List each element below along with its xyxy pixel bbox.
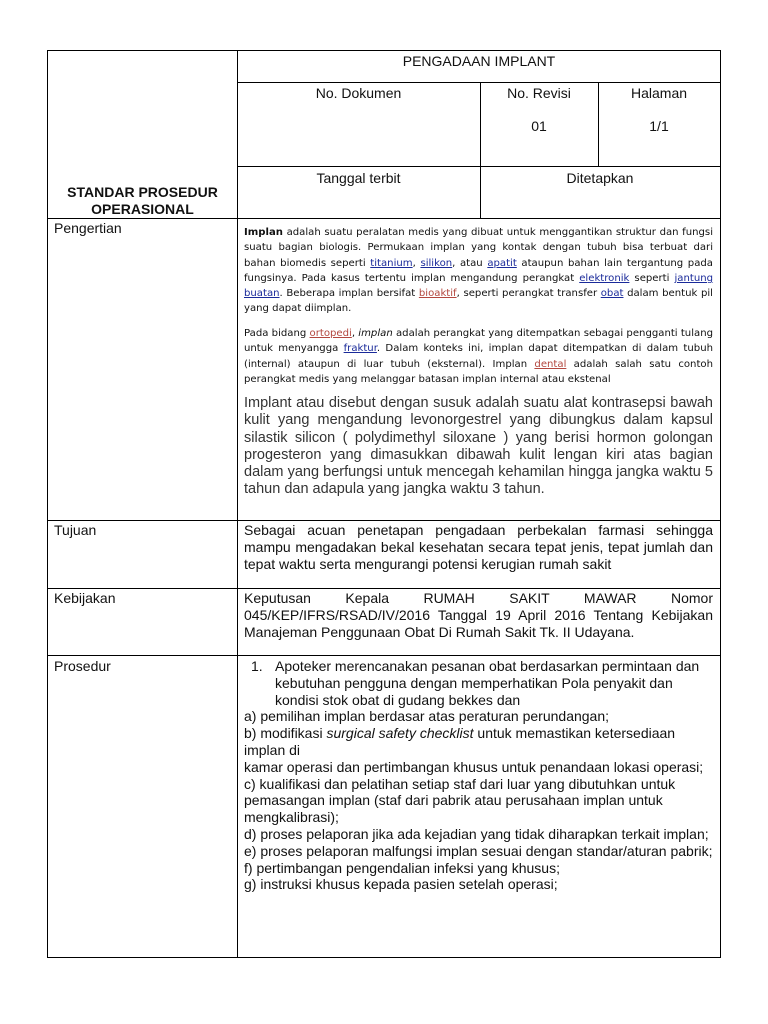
- tujuan-text: Sebagai acuan penetapan pengadaan perbekalan farmasi sehingga mampu mengadakan bekal kesehatan secara tepat jenis, tepat jumlah dan tepat waktu serta mengurangi potensi kerugian rumah sakit: [244, 522, 713, 572]
- prosedur-item-c-cont: pemasangan implan (staf dari pabrik atau perusahaan implan untuk mengkalibrasi);: [244, 792, 663, 826]
- divider-header-end: [47, 218, 721, 219]
- label-kebijakan: Kebijakan: [54, 590, 116, 606]
- prosedur-item-1-text: Apoteker merencanakan pesanan obat berdasarkan permintaan dan kebutuhan pengguna dengan memperhatikan Pola penyakit dan kondisi stok obat di gudang bekkes dan: [275, 658, 700, 708]
- link-ortopedi[interactable]: ortopedi: [309, 328, 352, 339]
- prosedur-item-f: f) pertimbangan pengendalian infeksi yang khusus;: [244, 859, 560, 876]
- pengertian-paragraph-1: [244, 225, 713, 317]
- kebijakan-text: Keputusan Kepala RUMAH SAKIT MAWAR Nomor 045/KEP/IFRS/RSAD/IV/2016 Tanggal 19 April 2016 Tentang Kebijakan Manajeman Penggunaan Obat Di Rumah Sakit Tk. II Udayana.: [244, 590, 713, 640]
- tanggal-terbit-label: Tanggal terbit: [316, 170, 401, 186]
- text-segment: adalah perangkat yang ditempatkan sebagai pengganti tulang untuk menyangga: [244, 328, 714, 355]
- italic-surgical-safety-checklist: surgical safety checklist: [326, 725, 474, 742]
- divider-doc-col1: [480, 82, 481, 218]
- text-segment: adalah salah satu contoh perangkat medis yang melanggar batasan implan internal atau ekstenal: [244, 358, 713, 385]
- link-apatit[interactable]: apatit: [487, 257, 517, 269]
- table-border-right: [720, 50, 721, 958]
- text-segment: adalah suatu peralatan medis yang dibuat untuk menggantikan struktur dan fungsi suatu bagian biologis. Permukaan implan yang kontak dengan tubuh bisa terbuat dari bahan biomedis seperti: [244, 227, 713, 269]
- link-titanium[interactable]: titanium: [370, 257, 413, 269]
- label-prosedur: Prosedur: [54, 658, 111, 674]
- text-segment: b) modifikasi: [244, 725, 327, 742]
- link-jantung-buatan[interactable]: jantung buatan: [244, 272, 714, 300]
- text-segment: . Dalam konteks ini, implan dapat ditempatkan di dalam tubuh (internal) ataupun di luar tubuh (eksternal). Implan: [244, 343, 713, 370]
- link-obat[interactable]: obat: [600, 288, 624, 300]
- text-segment: Pada bidang: [244, 328, 310, 339]
- text-segment: untuk memastikan ketersediaan implan di: [244, 725, 676, 758]
- text-segment: dalam bentuk pil yang dapat diimplan.: [244, 288, 713, 315]
- prosedur-item-b-cont: kamar operasi dan pertimbangan khusus untuk penandaan lokasi operasi;: [244, 758, 704, 775]
- link-dental[interactable]: dental: [534, 358, 567, 370]
- prosedur-item-g: g) instruksi khusus kepada pasien setelah operasi;: [244, 876, 558, 893]
- table-border-bottom: [47, 957, 721, 958]
- label-tujuan: Tujuan: [54, 522, 97, 538]
- table-border-top: [47, 50, 721, 51]
- divider-doc-row: [237, 166, 721, 167]
- text-segment: seperti: [629, 272, 675, 284]
- link-elektronik[interactable]: elektronik: [579, 272, 630, 284]
- no-revisi-value: 01: [531, 118, 547, 134]
- link-bioaktif[interactable]: bioaktif: [418, 288, 457, 300]
- prosedur-item-1: [244, 658, 713, 708]
- prosedur-content: [244, 658, 713, 893]
- document-title: PENGADAAN IMPLANT: [402, 53, 556, 69]
- link-fraktur[interactable]: fraktur: [343, 343, 377, 355]
- divider-tujuan: [47, 520, 721, 521]
- no-revisi-label: No. Revisi: [507, 85, 571, 101]
- divider-title: [237, 82, 721, 83]
- pengertian-paragraph-3: Implant atau disebut dengan susuk adalah suatu alat kontrasepsi bawah kulit yang mengandung levonorgestrel yang dibungkus dalam kapsul silastik silicon ( polydimethyl siloxane ) yang berisi hormon golongan progesteron yang dimasukkan dibawah kulit lengan kiri atas bagian dalam yang berfungsi untuk mencegah kehamilan hingga jangka waktu 5 tahun dan adapula yang jangka waktu 3 tahun.: [244, 395, 713, 498]
- italic-implan: implan: [358, 328, 393, 339]
- text-segment: , seperti perangkat transfer: [456, 288, 601, 300]
- ditetapkan-label: Ditetapkan: [566, 170, 634, 186]
- label-pengertian: Pengertian: [54, 220, 122, 236]
- no-dokumen-label: No. Dokumen: [315, 85, 402, 101]
- prosedur-item-b: [244, 725, 713, 759]
- spo-title-line2: OPERASIONAL: [91, 201, 194, 217]
- prosedur-item-a: a) pemilihan implan berdasar atas peraturan perundangan;: [244, 708, 610, 725]
- divider-col-label: [237, 50, 238, 958]
- term-implan: Implan: [244, 227, 283, 238]
- text-segment: , atau: [452, 257, 488, 269]
- prosedur-item-1-number: 1.: [251, 658, 263, 674]
- prosedur-item-c: c) kualifikasi dan pelatihan setiap staf dari luar yang dibutuhkan untuk: [244, 775, 676, 792]
- prosedur-item-d: d) proses pelaporan jika ada kejadian yang tidak diharapkan terkait implan;: [244, 825, 709, 842]
- pengertian-paragraph-2: [244, 326, 713, 387]
- text-segment: ,: [412, 257, 421, 269]
- link-silikon[interactable]: silikon: [420, 257, 453, 269]
- halaman-value: 1/1: [649, 118, 669, 134]
- prosedur-item-e: e) proses pelaporan malfungsi implan sesuai dengan standar/aturan pabrik;: [244, 842, 713, 859]
- halaman-label: Halaman: [630, 85, 688, 101]
- spo-title-line1: STANDAR PROSEDUR: [67, 184, 218, 200]
- divider-kebijakan: [47, 588, 721, 589]
- text-segment: ataupun bahan lain tergantung pada fungsinya. Pada kasus tertentu implan mengandung perangkat: [244, 257, 713, 284]
- spo-title: [48, 184, 237, 218]
- text-segment: . Beberapa implan bersifat: [279, 288, 419, 300]
- divider-prosedur: [47, 655, 721, 656]
- text-segment: ,: [351, 328, 359, 339]
